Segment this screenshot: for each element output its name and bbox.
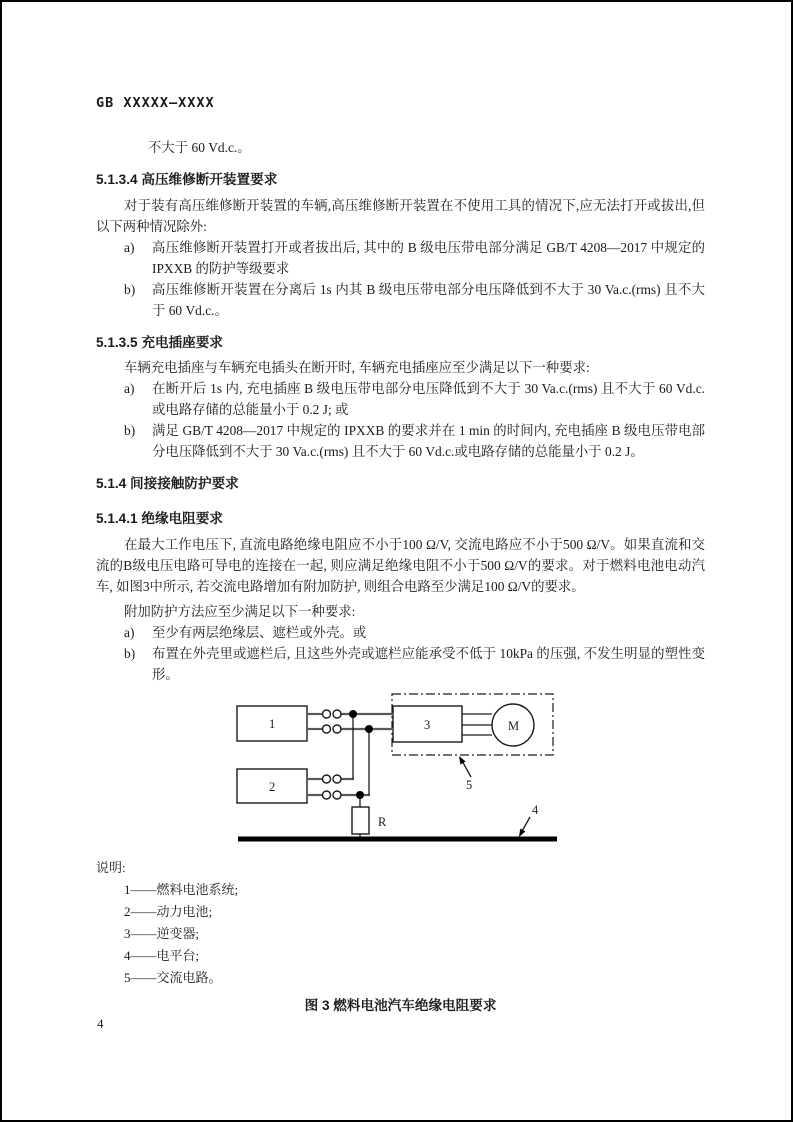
list-item-text: 高压维修断开装置在分离后 1s 内其 B 级电压带电部分电压降低到不大于 30 Va.c.(rms) 且不大于 60 Vd.c.。 — [152, 282, 705, 318]
page-number: 4 — [97, 1016, 104, 1031]
list-item — [124, 279, 705, 321]
contactor-icon — [333, 710, 341, 718]
heading-5-1-3-4: 5.1.3.4 高压维修断开装置要求 — [96, 172, 278, 187]
list-marker: b) — [124, 646, 136, 661]
legend-item: 4——电平台; — [124, 948, 200, 963]
contactor-icon — [323, 725, 331, 733]
paragraph: 对于装有高压维修断开装置的车辆,高压维修断开装置在不使用工具的情况下,应无法打开或拔出,但以下两种情况除外: — [96, 198, 705, 234]
paragraph: 车辆充电插座与车辆充电插头在断开时, 车辆充电插座应至少满足以下一种要求: — [124, 360, 590, 375]
list-item-text: 在断开后 1s 内, 充电插座 B 级电压带电部分电压降低到不大于 30 Va.c.(rms) 且不大于 60 Vd.c.或电路存储的总能量小于 0.2 J; 或 — [152, 381, 705, 417]
paragraph: 附加防护方法应至少满足以下一种要求: — [124, 604, 356, 619]
document-code-header: GB XXXXX—XXXX — [96, 95, 215, 111]
contactor-icon — [323, 791, 331, 799]
list-marker: a) — [124, 625, 135, 640]
callout-5-arrowhead-icon — [459, 756, 466, 765]
contactor-icon — [323, 775, 331, 783]
list-marker: a) — [124, 381, 135, 396]
callout-4-arrowhead-icon — [519, 829, 525, 837]
list-marker: a) — [124, 240, 135, 255]
list-item — [124, 378, 705, 420]
junction-dot — [365, 725, 373, 733]
resistor-label: R — [378, 815, 387, 829]
contactor-icon — [333, 725, 341, 733]
legend-item: 2——动力电池; — [124, 904, 213, 919]
contactor-icon — [333, 791, 341, 799]
list-item-text: 满足 GB/T 4208—2017 中规定的 IPXXB 的要求并在 1 min 的时间内, 充电插座 B 级电压带电部分电压降低到不大于 30 Va.c.(rms) 且不大于 60 Vd.c.或电路存储的总能量小于 0.2 J。 — [152, 423, 705, 459]
power-battery-label: 2 — [269, 780, 276, 794]
heading-5-1-3-5: 5.1.3.5 充电插座要求 — [96, 335, 223, 350]
junction-dot — [349, 710, 357, 718]
contactor-icon — [323, 710, 331, 718]
list-marker: b) — [124, 282, 136, 297]
paragraph: 在最大工作电压下, 直流电路绝缘电阻应不小于100 Ω/V, 交流电路应不小于500 Ω/V。如果直流和交流的B级电压电路可导电的连接在一起, 则应满足绝缘电阻不小于500 Ω/V的要求。对于燃料电池电动汽车, 如图3中所示, 若交流电路增加有附加防护, 则组合电路至少满足100 Ω/V的要求。 — [96, 537, 705, 594]
fuel-cell-system-label: 1 — [269, 717, 276, 731]
figure-3-diagram — [0, 685, 793, 855]
heading-5-1-4: 5.1.4 间接接触防护要求 — [96, 476, 239, 491]
figure-3 — [0, 685, 793, 853]
contactor-icon — [333, 775, 341, 783]
heading-5-1-4-1: 5.1.4.1 绝缘电阻要求 — [96, 511, 223, 526]
list-item-text: 高压维修断开装置打开或者拔出后, 其中的 B 级电压带电部分满足 GB/T 4208—2017 中规定的 IPXXB 的防护等级要求 — [152, 240, 705, 276]
inverter-label: 3 — [424, 718, 431, 732]
callout-5-label: 5 — [466, 778, 473, 792]
motor-label: M — [508, 719, 520, 733]
list-item — [124, 420, 705, 462]
legend-item: 3——逆变器; — [124, 926, 200, 941]
legend-item: 5——交流电路。 — [124, 970, 222, 985]
carryover-line: 不大于 60 Vd.c.。 — [148, 140, 251, 155]
list-item-text: 布置在外壳里或遮栏后, 且这些外壳或遮栏应能承受不低于 10kPa 的压强, 不发生明显的塑性变形。 — [152, 646, 705, 682]
legend-item: 1——燃料电池系统; — [124, 882, 239, 897]
legend-title: 说明: — [96, 860, 126, 875]
figure-caption: 图 3 燃料电池汽车绝缘电阻要求 — [304, 998, 497, 1013]
list-item — [124, 622, 705, 643]
list-item-text: 至少有两层绝缘层、遮栏或外壳。或 — [152, 625, 367, 640]
resistor — [352, 807, 369, 834]
list-marker: b) — [124, 423, 136, 438]
list-item — [124, 237, 705, 279]
list-item — [124, 643, 705, 685]
callout-4-label: 4 — [532, 803, 539, 817]
